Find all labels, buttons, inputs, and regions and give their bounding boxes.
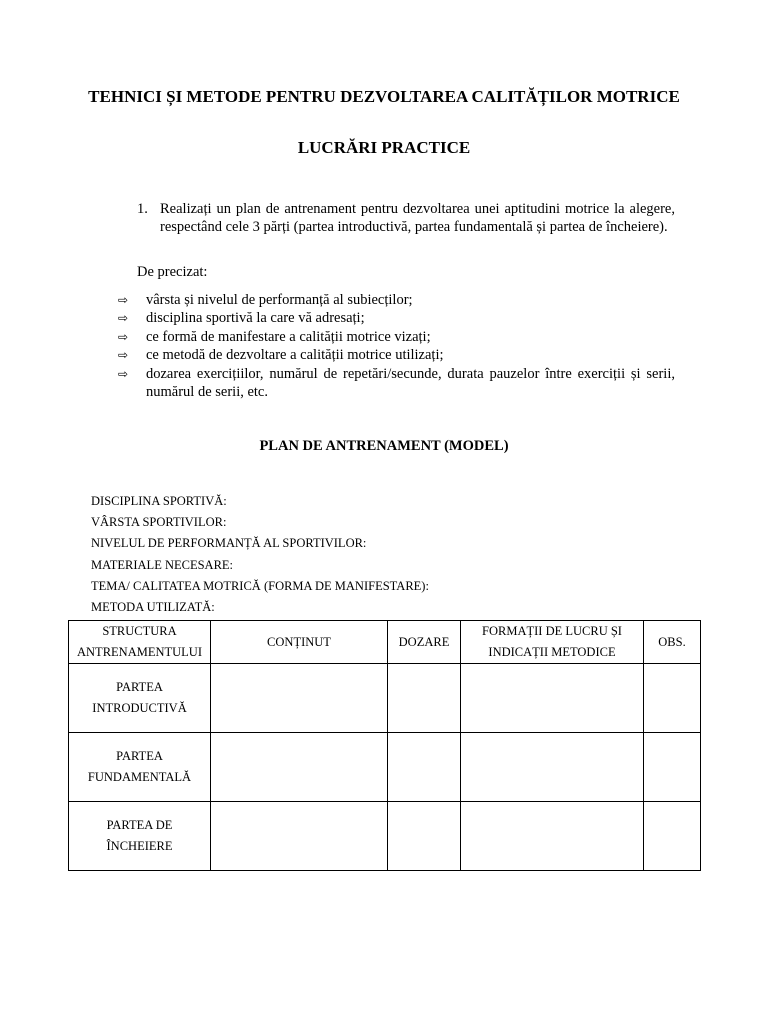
list-item — [118, 309, 675, 327]
arrow-right-outline-icon: ⇨ — [118, 311, 129, 326]
cell-text: CONȚINUT — [267, 634, 331, 649]
empty-cell — [211, 802, 388, 871]
arrow-right-outline-icon: ⇨ — [118, 348, 129, 363]
list-item-text: ce metodă de dezvoltare a calității motrice utilizați; — [146, 347, 444, 364]
empty-cell — [388, 733, 461, 802]
arrow-right-outline-icon: ⇨ — [118, 366, 129, 381]
table-header-cell — [211, 621, 388, 664]
document-subtitle: LUCRĂRI PRACTICE — [297, 138, 471, 157]
plan-fields — [91, 491, 429, 618]
arrow-right-outline-icon: ⇨ — [118, 293, 129, 307]
part-label-cell — [69, 802, 211, 871]
list-item-text: dozarea exercițiilor, numărul de repetări/secunde, durata pauzelor între exerciții și serii, numărul de serii, etc. — [146, 365, 675, 401]
plan-field-label: DISCIPLINA SPORTIVĂ: — [91, 494, 227, 508]
cell-text: ANTRENAMENTULUI — [77, 645, 202, 659]
table-header-cell — [644, 621, 701, 664]
empty-cell — [644, 802, 701, 871]
list-item — [118, 346, 675, 364]
list-item — [118, 328, 675, 346]
cell-text: INTRODUCTIVĂ — [92, 701, 187, 715]
list-item — [118, 365, 675, 402]
table-row — [69, 664, 701, 733]
plan-field-label: METODA UTILIZATĂ: — [91, 599, 215, 614]
plan-title: PLAN DE ANTRENAMENT (MODEL) — [259, 438, 509, 454]
empty-cell — [388, 802, 461, 871]
empty-cell — [211, 733, 388, 802]
cell-text: DOZARE — [398, 634, 450, 649]
list-item — [118, 291, 675, 309]
cell-text: ÎNCHEIERE — [106, 839, 173, 853]
cell-text: INDICAȚII METODICE — [488, 645, 616, 659]
empty-cell — [461, 802, 644, 871]
cell-text: FUNDAMENTALĂ — [87, 770, 192, 784]
task-text: Realizați un plan de antrenament pentru dezvoltarea unei aptitudini motrice la alegere, respectând cele 3 părți (partea introductivă, partea fundamentală și partea de încheiere). — [160, 201, 675, 235]
table-header-row — [69, 621, 701, 664]
table-row — [69, 802, 701, 871]
arrow-right-outline-icon: ⇨ — [118, 329, 129, 344]
plan-field-label: NIVELUL DE PERFORMANȚĂ AL SPORTIVILOR: — [91, 536, 367, 551]
list-item-text: disciplina sportivă la care vă adresați; — [146, 310, 365, 327]
training-plan-table — [68, 620, 701, 871]
list-item-text: ce formă de manifestare a calității motrice vizați; — [146, 328, 431, 345]
empty-cell — [461, 733, 644, 802]
part-label-cell — [69, 733, 211, 802]
empty-cell — [211, 664, 388, 733]
cell-text: STRUCTURA — [102, 624, 177, 638]
empty-cell — [644, 733, 701, 802]
task-item — [137, 200, 675, 236]
plan-field-label: MATERIALE NECESARE: — [91, 557, 234, 572]
empty-cell — [388, 664, 461, 733]
cell-text: FORMAȚII DE LUCRU ȘI — [482, 624, 622, 638]
document-title: TEHNICI ȘI METODE PENTRU DEZVOLTAREA CALITĂȚILOR MOTRICE — [88, 87, 680, 106]
cell-text: OBS. — [658, 634, 686, 649]
precizat-label: De precizat: — [137, 264, 208, 280]
empty-cell — [644, 664, 701, 733]
empty-cell — [461, 664, 644, 733]
table-header-cell — [69, 621, 211, 664]
part-label-cell — [69, 664, 211, 733]
list-item-text: vârsta și nivelul de performanță al subiecților; — [146, 292, 413, 308]
plan-field-label: VÂRSTA SPORTIVILOR: — [91, 515, 227, 530]
table-header-cell — [461, 621, 644, 664]
cell-text: PARTEA DE — [106, 818, 173, 832]
cell-text: PARTEA — [116, 680, 163, 694]
task-number: 1. — [137, 201, 148, 217]
cell-text: PARTEA — [116, 749, 163, 763]
requirements-list — [118, 291, 675, 401]
table-row — [69, 733, 701, 802]
plan-field-label: TEMA/ CALITATEA MOTRICĂ (FORMA DE MANIFESTARE): — [91, 578, 429, 593]
table-header-cell — [388, 621, 461, 664]
